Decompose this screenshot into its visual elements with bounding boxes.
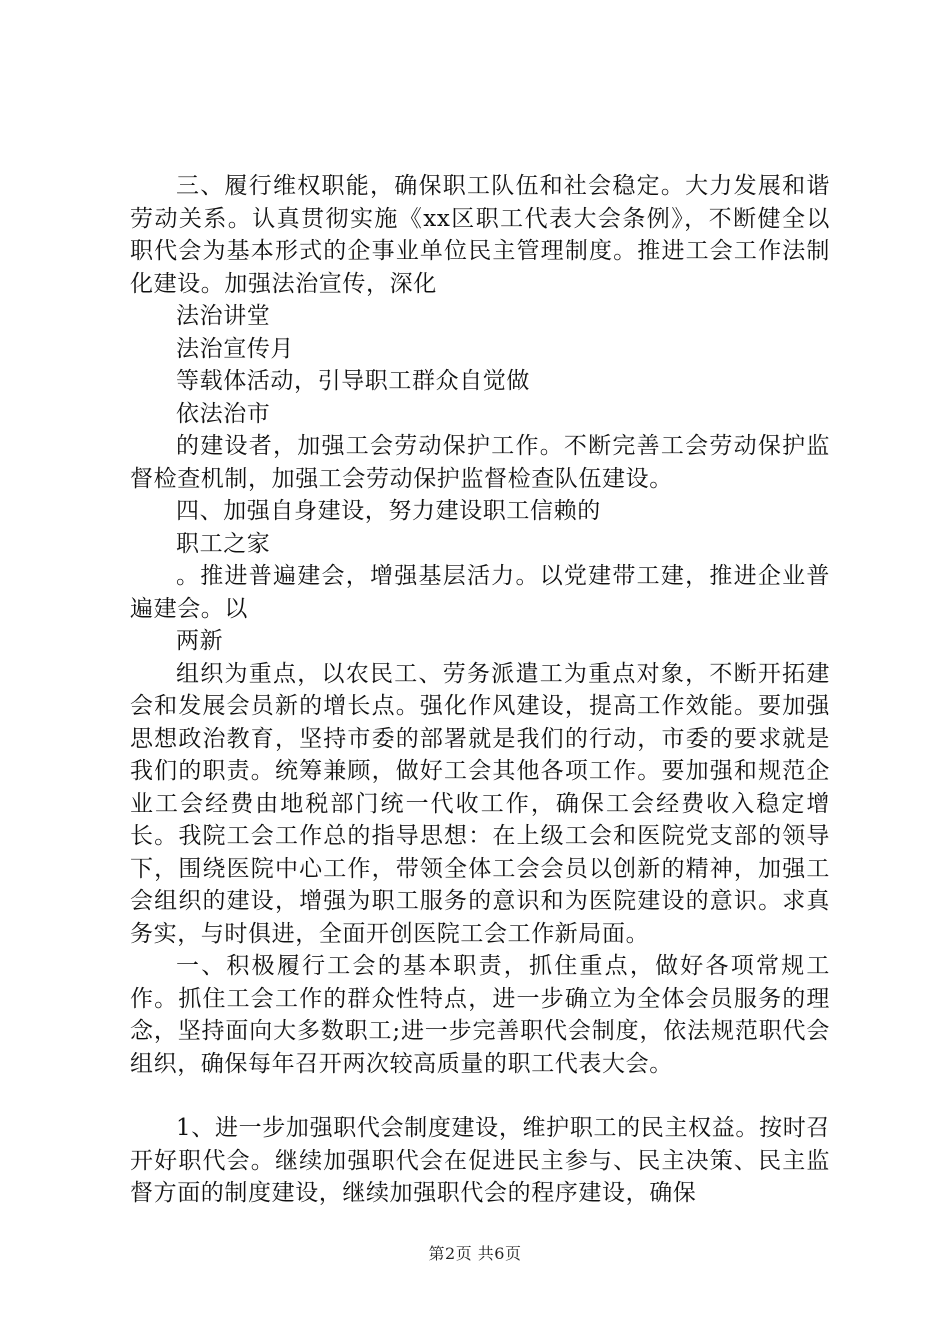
paragraph-item-one: 1、进一步加强职代会制度建设，维护职工的民主权益。按时召开好职代会。继续加强职代会在促进民主参与、民主决策、民主监督方面的制度建设，继续加强职代会的程序建设，确保 xyxy=(130,1115,830,1206)
page-footer: 第2页 共6页 xyxy=(428,1244,522,1263)
paragraph-pubian-jianhui: 。推进普遍建会，增强基层活力。以党建带工建，推进企业普遍建会。以 xyxy=(130,563,830,622)
paragraph-section-one: 一、积极履行工会的基本职责，抓住重点，做好各项常规工作。抓住工会工作的群众性特点，进一步确立为全体会员服务的理念，坚持面向大多数职工;进一步完善职代会制度，依法规范职代会组织，确保每年召开两次较高质量的职工代表大会。 xyxy=(130,953,830,1077)
paragraph-liangxin: 两新 xyxy=(176,628,224,654)
paragraph-zhigong-zhijia: 职工之家 xyxy=(176,530,271,557)
paragraph-zaiti-huodong: 等载体活动，引导职工群众自觉做 xyxy=(176,368,530,394)
paragraph-zuzhi-zhongdian: 组织为重点，以农民工、劳务派遣工为重点对象，不断开拓建会和发展会员新的增长点。强化作风建设，提高工作效能。要加强思想政治教育，坚持市委的部署就是我们的行动，市委的要求就是我们的职责。统筹兼顾，做好工会其他各项工作。要加强和规范企业工会经费由地税部门统一代收工作，确保工会经费收入稳定增长。我院工会工作总的指导思想：在上级工会和医院党支部的领导下，围绕医院中心工作，带领全体工会会员以创新的精神，加强工会组织的建设，增强为职工服务的意识和为医院建设的意识。求真务实，与时俱进，全面开创医院工会工作新局面。 xyxy=(130,660,830,947)
paragraph-section-four: 四、加强自身建设，努力建设职工信赖的 xyxy=(176,498,601,524)
document-body xyxy=(130,170,830,1210)
paragraph-section-three: 三、履行维权职能，确保职工队伍和社会稳定。大力发展和谐劳动关系。认真贯彻实施《xx区职工代表大会条例》，不断健全以职代会为基本形式的企事业单位民主管理制度。推进工会工作法制化建设。加强法治宣传，深化 xyxy=(130,173,830,297)
paragraph-fazhi-xuanchuanyue: 法治宣传月 xyxy=(176,335,294,362)
paragraph-spacer xyxy=(130,1080,830,1112)
paragraph-jianshezhe: 的建设者，加强工会劳动保护工作。不断完善工会劳动保护监督检查机制，加强工会劳动保护监督检查队伍建设。 xyxy=(130,433,830,492)
paragraph-fazhi-jiangtang: 法治讲堂 xyxy=(176,303,271,329)
paragraph-yifa-zhishi: 依法治市 xyxy=(176,400,271,427)
